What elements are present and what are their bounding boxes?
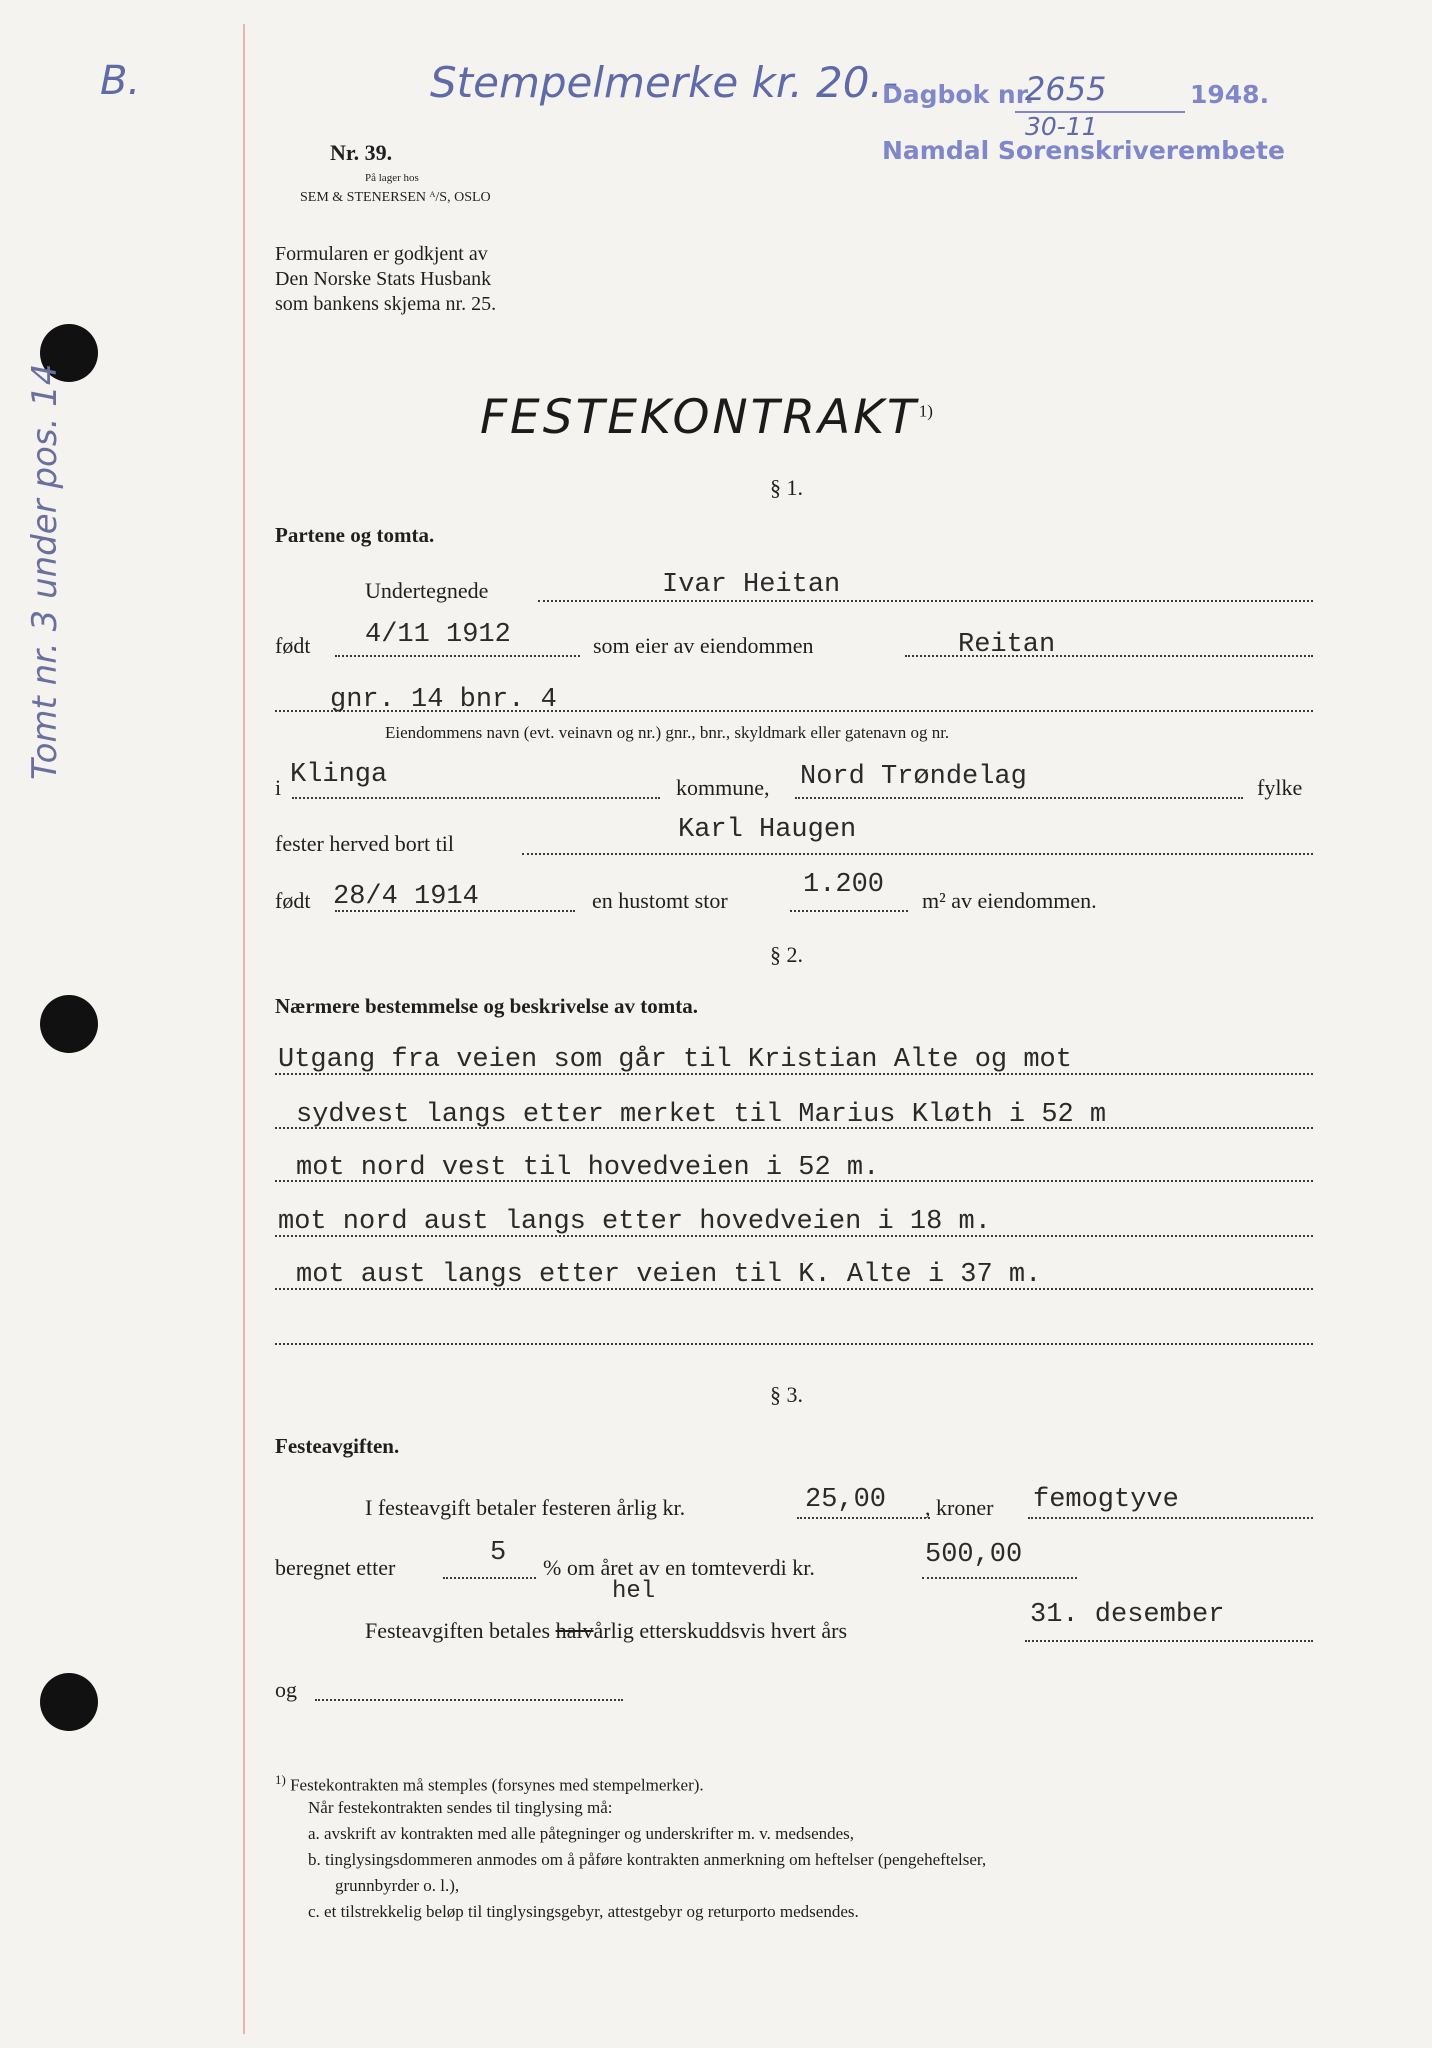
fylke-label: fylke bbox=[1257, 775, 1303, 800]
percent-value: 5 bbox=[490, 1538, 507, 1568]
section-3-number: § 3. bbox=[770, 1382, 803, 1407]
betaler-value: 25,00 bbox=[805, 1485, 887, 1515]
betaler-line bbox=[797, 1517, 930, 1519]
betales-struck: halv bbox=[555, 1618, 594, 1643]
undertegnede-value: Ivar Heitan bbox=[662, 570, 841, 600]
margin-rule bbox=[243, 24, 245, 2034]
approval-line-1: Formularen er godkjent av bbox=[275, 243, 488, 265]
i-label: i bbox=[275, 775, 282, 800]
og-line bbox=[315, 1699, 623, 1701]
kommune-line bbox=[292, 797, 660, 799]
hustomt-label: en hustomt stor bbox=[592, 888, 728, 913]
fodt-label: født bbox=[275, 633, 311, 658]
property-caption: Eiendommens navn (evt. veinavn og nr.) gnr., bnr., skyldmark eller gatenavn og nr. bbox=[385, 723, 950, 742]
description-line-text: mot nord aust langs etter hovedveien i 18 m. bbox=[278, 1207, 991, 1237]
dagbok-date: 30-11 bbox=[1025, 112, 1098, 141]
betaler-label: I festeavgift betaler festeren årlig kr. bbox=[365, 1495, 686, 1520]
side-note: Tomt nr. 3 under pos. 14 bbox=[25, 363, 65, 780]
betales-line bbox=[1025, 1640, 1313, 1642]
betales-insert: hel bbox=[612, 1578, 656, 1605]
percent-label: % om året av en tomteverdi kr. bbox=[543, 1555, 815, 1580]
document-title-text: FESTEKONTRAKT bbox=[480, 390, 919, 445]
dagbok-label: Dagbok nr. bbox=[882, 80, 1034, 109]
betales-label-b: årlig etterskuddsvis hvert års bbox=[593, 1618, 848, 1643]
hustomt-line bbox=[790, 910, 908, 912]
section-2-heading: Nærmere bestemmelse og beskrivelse av tomta. bbox=[275, 994, 698, 1018]
kommune-label: kommune, bbox=[676, 775, 770, 800]
tomteverdi-value: 500,00 bbox=[925, 1540, 1023, 1570]
fodt-line bbox=[335, 655, 580, 657]
fester-line bbox=[522, 853, 1313, 855]
betales-label-a: Festeavgiften betales bbox=[365, 1618, 551, 1643]
fester-value: Karl Haugen bbox=[678, 815, 857, 845]
footnote-line-1: Når festekontrakten sendes til tinglysing må: bbox=[308, 1798, 613, 1817]
og-label: og bbox=[275, 1677, 297, 1702]
dagbok-number: 2655 bbox=[1025, 70, 1107, 108]
undertegnede-label: Undertegnede bbox=[365, 578, 489, 603]
eier-value: Reitan bbox=[958, 630, 1056, 660]
approval-line-2: Den Norske Stats Husbank bbox=[275, 268, 492, 290]
footnote-b-2: grunnbyrder o. l.), bbox=[335, 1876, 460, 1895]
description-line-text: mot aust langs etter veien til K. Alte i 37 m. bbox=[296, 1260, 1042, 1290]
eier-label: som eier av eiendommen bbox=[593, 633, 814, 658]
footnote-line-0: Festekontrakten må stemples (forsynes med stempelmerker). bbox=[290, 1775, 704, 1795]
form-number: Nr. 39. bbox=[330, 140, 393, 165]
punch-hole bbox=[40, 995, 98, 1053]
tomteverdi-line bbox=[922, 1577, 1077, 1579]
section-2-number: § 2. bbox=[770, 942, 803, 967]
percent-line bbox=[443, 1577, 536, 1579]
publisher-line-1: På lager hos bbox=[365, 172, 419, 184]
fodt-value: 4/11 1912 bbox=[365, 620, 511, 650]
footnote-c: c. et tilstrekkelig beløp til tinglysingsgebyr, attestgebyr og returporto medsendes. bbox=[308, 1902, 859, 1921]
hustomt-value: 1.200 bbox=[803, 870, 885, 900]
publisher-line-2: SEM & STENERSEN ᴬ/S, OSLO bbox=[300, 190, 491, 205]
title-footnote-mark: 1) bbox=[918, 401, 933, 421]
fylke-line bbox=[795, 797, 1243, 799]
footnote-b-1: b. tinglysingsdommeren anmodes om å påføre kontrakten anmerkning om heftelser (pengeheftelser, bbox=[308, 1850, 987, 1869]
punch-hole bbox=[40, 1673, 98, 1731]
undertegnede-line bbox=[538, 600, 1313, 602]
m2-label: m² av eiendommen. bbox=[922, 888, 1097, 913]
fodt-2-value: 28/4 1914 bbox=[333, 882, 479, 912]
kroner-label: , kroner bbox=[925, 1495, 994, 1520]
description-line-text: sydvest langs etter merket til Marius Kløth i 52 m bbox=[296, 1100, 1107, 1130]
dagbok-year: 1948. bbox=[1190, 80, 1270, 109]
office-stamp: Namdal Sorenskriverembete bbox=[882, 136, 1285, 165]
section-1-number: § 1. bbox=[770, 475, 803, 500]
description-line-text: Utgang fra veien som går til Kristian Alte og mot bbox=[278, 1045, 1072, 1075]
description-line-text: mot nord vest til hovedveien i 52 m. bbox=[296, 1153, 880, 1183]
footnote-mark: 1) bbox=[275, 1772, 286, 1787]
kroner-line bbox=[1028, 1517, 1313, 1519]
footnote-0 bbox=[275, 1772, 704, 1796]
corner-mark: B. bbox=[100, 58, 141, 104]
fylke-value: Nord Trøndelag bbox=[800, 762, 1027, 792]
document-title bbox=[480, 390, 933, 445]
section-1-heading: Partene og tomta. bbox=[275, 523, 435, 547]
description-line bbox=[275, 1343, 1313, 1345]
property-value: gnr. 14 bnr. 4 bbox=[330, 685, 557, 715]
stamp-fee-note: Stempelmerke kr. 20.- bbox=[430, 58, 898, 107]
section-3-heading: Festeavgiften. bbox=[275, 1434, 400, 1458]
betales-value: 31. desember bbox=[1030, 1600, 1225, 1630]
kroner-value: femogtyve bbox=[1033, 1485, 1179, 1515]
betales-label bbox=[365, 1618, 847, 1644]
beregnet-label: beregnet etter bbox=[275, 1555, 396, 1580]
footnote-a: a. avskrift av kontrakten med alle påtegninger og underskrifter m. v. medsendes, bbox=[308, 1824, 855, 1843]
approval-line-3: som bankens skjema nr. 25. bbox=[275, 293, 497, 315]
fester-label: fester herved bort til bbox=[275, 831, 454, 856]
kommune-value: Klinga bbox=[290, 760, 388, 790]
fodt-2-label: født bbox=[275, 888, 311, 913]
